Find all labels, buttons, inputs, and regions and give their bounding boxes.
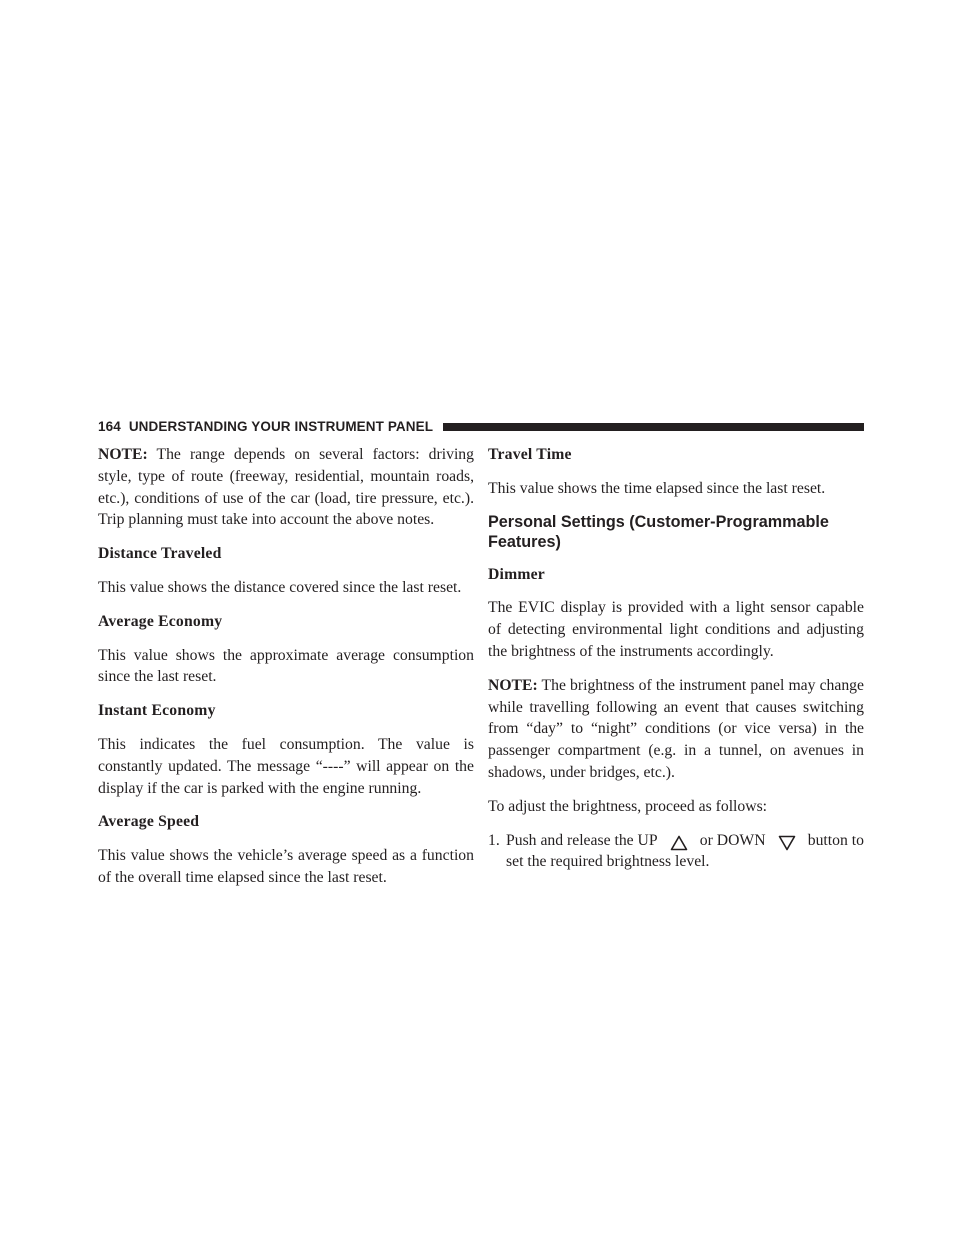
distance-traveled-text: This value shows the distance covered since the last reset.	[98, 578, 462, 596]
section-title: UNDERSTANDING YOUR INSTRUMENT PANEL	[128, 418, 434, 434]
step-text-part4: set the required brightness level.	[506, 853, 710, 871]
note-text: The range depends on several factors: driving style, type of route (freeway, residential, mountain roads, etc.), conditions of use of the car (load, tire pressure, etc.). Trip planning must take into account the above notes.	[98, 446, 474, 529]
step-text-part3: button to	[807, 831, 864, 849]
travel-time-heading: Travel Time	[488, 446, 572, 463]
step-number: 1.	[488, 831, 500, 849]
left-column	[98, 444, 474, 901]
note-label: NOTE:	[488, 676, 538, 694]
page-number: 164	[98, 418, 121, 434]
page-header	[98, 416, 864, 436]
note-paragraph	[98, 444, 474, 531]
average-speed-heading: Average Speed	[98, 813, 200, 831]
average-economy-heading: Average Economy	[98, 612, 223, 630]
step-text-part1: Push and release the UP	[506, 831, 658, 849]
note-label: NOTE:	[98, 446, 148, 463]
dimmer-text: The EVIC display is provided with a light sensor capable of detecting environmental light conditions and adjusting the brightness of the instruments accordingly.	[488, 599, 864, 660]
average-speed-text: This value shows the vehicle’s average speed as a function of the overall time elapsed since the last reset.	[98, 847, 474, 886]
adjust-intro: To adjust the brightness, proceed as follows:	[488, 797, 768, 815]
step-1	[488, 830, 864, 874]
instant-economy-heading: Instant Economy	[98, 702, 216, 720]
travel-time-text: This value shows the time elapsed since the last reset.	[488, 479, 826, 497]
average-economy-text: This value shows the approximate average consumption since the last reset.	[98, 646, 474, 686]
brightness-note-paragraph	[488, 675, 864, 784]
step-text-part2: or DOWN	[699, 831, 766, 849]
up-triangle-icon	[670, 835, 688, 851]
distance-traveled-heading: Distance Traveled	[98, 545, 222, 563]
personal-settings-heading: Personal Settings (Customer-Programmable Features)	[488, 512, 829, 551]
note-text: The brightness of the instrument panel may change while travelling following an event that causes switching from “day” to “night” conditions (or vice versa) in the passenger compartment (e.g. in a tunnel, on avenues in shadows, under bridges, etc.).	[488, 676, 864, 781]
right-column	[488, 444, 864, 873]
instant-economy-text: This indicates the fuel consumption. The value is constantly updated. The message “----” will appear on the display if the car is parked with the engine running.	[98, 735, 474, 797]
dimmer-heading: Dimmer	[488, 565, 545, 583]
down-triangle-icon	[778, 835, 796, 851]
header-rule	[443, 423, 864, 431]
